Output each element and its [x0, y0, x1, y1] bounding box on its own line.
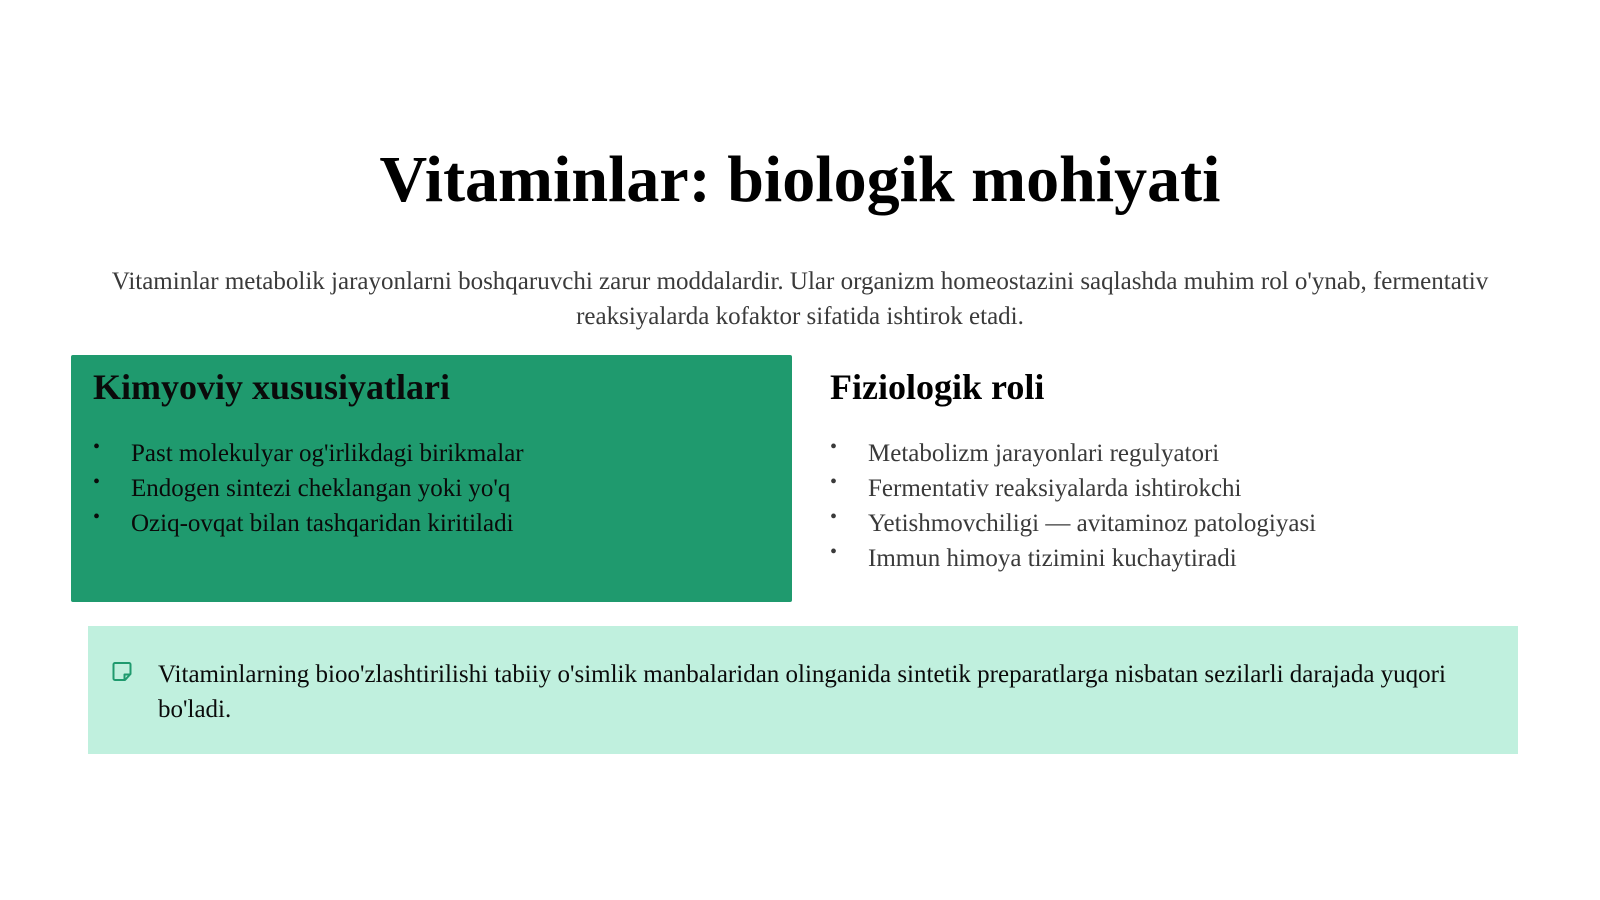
list-item [830, 506, 1316, 541]
intro-paragraph: Vitaminlar metabolik jarayonlarni boshqaruvchi zarur moddalardir. Ular organizm homeostazini saqlashda muhim rol o'ynab, fermentativ reaksiyalarda kofaktor sifatida ishtirok etadi. [111, 268, 1489, 330]
list-item-text: Endogen sintezi cheklangan yoki yo'q [131, 475, 511, 502]
chemical-properties-card [71, 355, 792, 602]
list-item [830, 436, 1316, 471]
physiological-role-section [830, 355, 1530, 605]
note-callout [88, 626, 1518, 754]
chemical-properties-list [93, 436, 524, 541]
list-item-text: Past molekulyar og'irlikdagi birikmalar [131, 440, 524, 467]
list-item-text: Metabolizm jarayonlari regulyatori [868, 440, 1220, 467]
bullet-icon: • [830, 541, 838, 563]
note-text: Vitaminlarning bioo'zlashtirilishi tabiiy o'simlik manbalaridan olinganida sintetik preparatlarga nisbatan sezilarli darajada yuqori bo'ladi. [158, 661, 1446, 723]
list-item-text: Fermentativ reaksiyalarda ishtirokchi [868, 475, 1242, 502]
bullet-icon: • [830, 436, 838, 458]
list-item-text: Oziq-ovqat bilan tashqaridan kiritiladi [131, 510, 514, 537]
physiological-role-list [830, 436, 1316, 576]
list-item [93, 436, 524, 471]
bullet-icon: • [93, 471, 101, 493]
bullet-icon: • [830, 506, 838, 528]
list-item [830, 541, 1316, 576]
bullet-icon: • [830, 471, 838, 493]
list-item [830, 471, 1316, 506]
chemical-properties-heading: Kimyoviy xususiyatlari [93, 367, 451, 407]
physiological-role-heading: Fiziologik roli [830, 367, 1045, 407]
note-icon [112, 661, 132, 683]
bullet-icon: • [93, 436, 101, 458]
slide-title: Vitaminlar: biologik mohiyati [379, 143, 1221, 216]
list-item [93, 471, 524, 506]
list-item [93, 506, 524, 541]
list-item-text: Immun himoya tizimini kuchaytiradi [868, 545, 1237, 572]
bullet-icon: • [93, 506, 101, 528]
list-item-text: Yetishmovchiligi — avitaminoz patologiyasi [868, 510, 1317, 537]
